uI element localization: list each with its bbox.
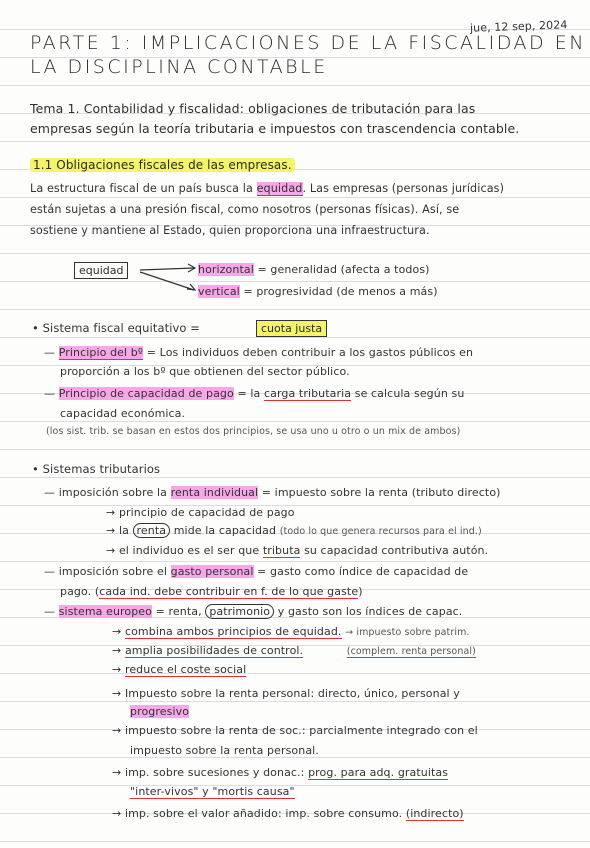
section-paragraph-line-2: están sujetas a una presión fiscal, como nosotros (personas físicas). Así, se (30, 203, 460, 216)
paragraph-text: . Las empresas (personas jurídicas) (302, 182, 505, 195)
sistema-text: imposición sobre el (58, 565, 168, 578)
gasto-underline: cada ind. debe contribuir en f. de lo que gaste (99, 585, 359, 598)
renta-point-a (106, 506, 295, 519)
principio-capacidad-label: Principio de capacidad de pago (58, 387, 234, 400)
europeo-point-e-line-2: impuesto sobre la renta personal. (130, 744, 319, 757)
indirecto-underline: (indirecto) (405, 807, 464, 820)
point-text: la (118, 524, 129, 537)
tema-line-1: Tema 1. Contabilidad y fiscalidad: obligaciones de tributación para las (30, 101, 476, 116)
carga-tributaria: carga tributaria (263, 387, 352, 400)
point-text: combina ambos principios de equidad. (124, 625, 342, 638)
principio-beneficio-label: Principio del bº (58, 346, 144, 359)
renta-point-c (106, 544, 488, 557)
vertical-label: vertical (198, 285, 240, 298)
section-paragraph-line-1 (30, 182, 504, 195)
sistema-text: = renta, (155, 605, 202, 618)
horizontal-definition: = generalidad (afecta a todos) (257, 263, 430, 276)
sistema-text-2: = impuesto sobre la renta (tributo directo) (261, 486, 501, 499)
principio-beneficio (44, 346, 473, 359)
renta-individual-label: renta individual (170, 486, 259, 499)
vertical-definition: = progresividad (de menos a más) (243, 285, 438, 298)
patrimonio-circled: patrimonio (205, 604, 274, 619)
principio-beneficio-line-2: proporción a los bº que obtienen del sector público. (60, 365, 350, 378)
equidad-box: equidad (74, 262, 128, 279)
cuota-justa-box: cuota justa (256, 320, 327, 337)
point-note: → impuesto sobre patrim. (345, 627, 470, 638)
principio-beneficio-text: = Los individuos deben contribuir a los gastos públicos en (146, 346, 474, 359)
bullet-dot-icon: • (32, 321, 39, 335)
date-note: jue, 12 sep, 2024 (469, 18, 568, 35)
point-text-2: su capacidad contributiva autón. (304, 544, 489, 557)
sistema-europeo-label: sistema europeo (58, 605, 152, 618)
text: ) (358, 585, 363, 598)
point-underline: prog. para adq. gratuitas (308, 766, 449, 779)
dash-icon: — (44, 486, 56, 499)
bullet-dot-icon: • (32, 462, 39, 476)
arrow-icon: → (112, 687, 122, 700)
europeo-point-f-line-2: "inter-vivos" y "mortis causa" (130, 785, 295, 798)
bullet-text: Sistema fiscal equitativo = (42, 321, 201, 335)
highlight-equidad: equidad (256, 182, 303, 195)
arrow-icon: → (112, 644, 122, 657)
principios-note: (los sist. trib. se basan en estos dos principios, se usa uno u otro o un mix de ambos) (46, 426, 461, 437)
text: pago. ( (60, 585, 100, 598)
point-text: el individuo es el ser que (118, 544, 260, 557)
europeo-point-e (112, 724, 478, 737)
sistema-gasto-personal (44, 565, 468, 578)
renta-point-b (106, 524, 482, 537)
renta-circled: renta (133, 523, 171, 538)
europeo-point-f (112, 766, 448, 779)
point-text: impuesto sobre la renta de soc.: parcialmente integrado con el (124, 724, 478, 737)
point-text: amplia posibilidades de control. (124, 644, 304, 657)
sistema-europeo (44, 605, 462, 618)
branch-arrows-icon (138, 260, 200, 300)
tema-line-2: empresas según la teoría tributaria e impuestos con trascendencia contable. (30, 121, 520, 136)
principio-capacidad-line-2: capacidad económica. (60, 407, 186, 420)
sistema-renta-individual (44, 486, 501, 499)
bullet-sistema-equitativo (32, 321, 200, 335)
point-text: imp. sobre el valor añadido: imp. sobre consumo. (124, 807, 403, 820)
sistema-text-2: = gasto como índice de capacidad de (257, 565, 469, 578)
paragraph-text: La estructura fiscal de un país busca la (30, 182, 253, 195)
arrow-icon: → (112, 625, 122, 638)
point-text-2: mide la capacidad (173, 524, 277, 537)
arrow-icon: → (106, 524, 116, 537)
dash-icon: — (44, 605, 56, 618)
dash-icon: — (44, 565, 56, 578)
arrow-icon: → (112, 724, 122, 737)
bullet-sistemas-tributarios (32, 462, 160, 476)
europeo-point-d (112, 687, 460, 700)
principio-capacidad (44, 387, 464, 400)
europeo-point-a (112, 625, 470, 638)
horizontal-label: horizontal (198, 263, 254, 276)
point-text: Impuesto sobre la renta personal: directo, único, personal y (124, 687, 460, 700)
point-note: (complem. renta personal) (346, 646, 476, 657)
arrow-icon: → (106, 544, 116, 557)
europeo-point-b (112, 644, 476, 657)
point-text: imp. sobre sucesiones y donac.: (124, 766, 305, 779)
principio-capacidad-text: = la (237, 387, 261, 400)
dash-icon: — (44, 387, 56, 400)
section-paragraph-line-3: sostiene y mantiene al Estado, quien proporciona una infraestructura. (30, 224, 430, 237)
point-note: (todo lo que genera recursos para el ind.) (279, 526, 482, 537)
progresivo-label: progresivo (130, 705, 190, 718)
dash-icon: — (44, 346, 56, 359)
europeo-point-c (112, 663, 246, 676)
arrow-icon: → (112, 766, 122, 779)
equidad-horizontal (198, 263, 430, 276)
arrow-icon: → (112, 663, 122, 676)
point-text: reduce el coste social (124, 663, 247, 676)
equidad-vertical (198, 285, 438, 298)
gasto-personal-label: gasto personal (170, 565, 254, 578)
arrow-icon: → (106, 506, 116, 519)
sistema-text-2: y gasto son los índices de capac. (277, 605, 463, 618)
principio-capacidad-text-2: se calcula según su (354, 387, 465, 400)
bullet-text: Sistemas tributarios (42, 462, 161, 476)
tributa-underline: tributa (262, 544, 301, 557)
sistema-text: imposición sobre la (58, 486, 167, 499)
sistema-gasto-line-2 (60, 585, 363, 598)
europeo-point-g (112, 807, 464, 820)
arrow-icon: → (112, 807, 122, 820)
section-heading: 1.1 Obligaciones fiscales de las empresas. (30, 158, 295, 172)
page-title-line-1: PARTE 1: IMPLICACIONES DE LA FISCALIDAD EN (30, 32, 586, 54)
page-title-line-2: LA DISCIPLINA CONTABLE (30, 56, 328, 78)
point-text: principio de capacidad de pago (118, 506, 295, 519)
